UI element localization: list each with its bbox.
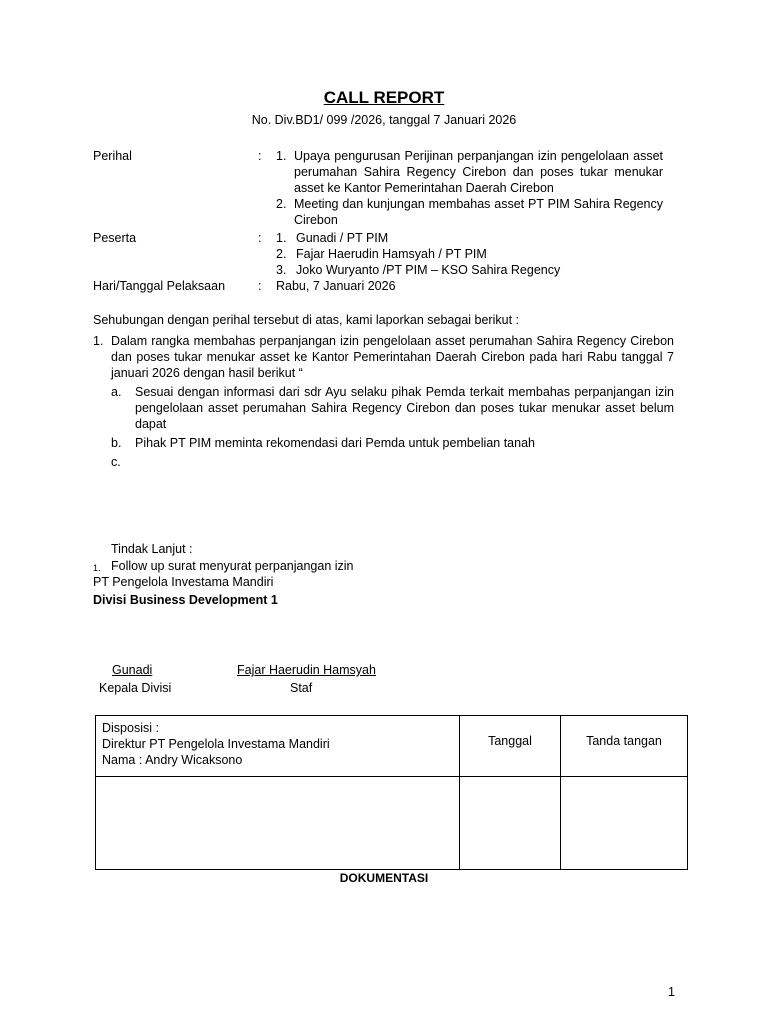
body-subitem-b bbox=[93, 435, 674, 451]
tanda-tangan-header: Tanda tangan bbox=[561, 716, 688, 777]
perihal-item-2-text: Meeting dan kunjungan membahas asset PT PIM Sahira Regency Cirebon bbox=[294, 197, 663, 227]
disposition-body-row bbox=[96, 777, 688, 870]
peserta-item-3-num: 3. bbox=[276, 263, 287, 277]
peserta-item-1-num: 1. bbox=[276, 231, 287, 245]
peserta-item-2 bbox=[276, 246, 656, 262]
disposition-header-row bbox=[96, 716, 688, 777]
pelaksanaan-value: Rabu, 7 Januari 2026 bbox=[276, 279, 396, 293]
tindak-lanjut-heading: Tindak Lanjut : bbox=[111, 542, 193, 556]
perihal-item-2-num: 2. bbox=[276, 197, 287, 211]
body-subitem-b-num: b. bbox=[111, 436, 122, 450]
intro-paragraph: Sehubungan dengan perihal tersebut di atas, kami laporkan sebagai berikut : bbox=[93, 313, 519, 327]
body-subitem-a-text: Sesuai dengan informasi dari sdr Ayu selaku pihak Pemda terkait membahas perpanjangan izin pengelolaan asset perumahan Sahira Regency Cirebon dan poses tukar menukar asset belum dapat bbox=[135, 385, 674, 431]
perihal-list bbox=[276, 148, 663, 228]
company-name: PT Pengelola Investama Mandiri bbox=[93, 575, 274, 589]
perihal-item-1-num: 1. bbox=[276, 149, 287, 163]
perihal-item-1 bbox=[276, 148, 663, 196]
perihal-item-1-text: Upaya pengurusan Perijinan perpanjangan izin pengelolaan asset perumahan Sahira Regency Cirebon dan poses tukar menukar asset ke Kantor Pemerintahan Daerah Cirebon bbox=[294, 149, 663, 195]
signature-name-2: Fajar Haerudin Hamsyah bbox=[237, 663, 376, 677]
body-subitem-c bbox=[93, 454, 674, 470]
disposition-name: Nama : Andry Wicaksono bbox=[102, 753, 243, 767]
tindak-lanjut-text: Follow up surat menyurat perpanjangan izin bbox=[111, 559, 354, 573]
disposition-label: Disposisi : bbox=[102, 721, 159, 735]
body-item-1 bbox=[93, 333, 674, 381]
disposition-date-cell[interactable] bbox=[460, 777, 561, 870]
peserta-item-1 bbox=[276, 230, 656, 246]
page-number: 1 bbox=[668, 985, 675, 999]
pelaksanaan-label: Hari/Tanggal Pelaksaan bbox=[93, 279, 226, 293]
signature-name-1: Gunadi bbox=[112, 663, 153, 677]
disposition-info-cell bbox=[96, 716, 460, 777]
disposition-table bbox=[95, 715, 688, 870]
peserta-list bbox=[276, 230, 656, 278]
document-number: No. Div.BD1/ 099 /2026, tanggal 7 Januari 2026 bbox=[251, 113, 517, 127]
body-item-1-num: 1. bbox=[93, 334, 104, 348]
dokumentasi-heading: DOKUMENTASI bbox=[339, 871, 429, 885]
tindak-lanjut-num: 1. bbox=[93, 563, 101, 573]
pelaksanaan-colon: : bbox=[258, 279, 262, 293]
signature-role-1: Kepala Divisi bbox=[99, 681, 172, 695]
body-subitem-b-text: Pihak PT PIM meminta rekomendasi dari Pemda untuk pembelian tanah bbox=[135, 436, 535, 450]
peserta-item-1-text: Gunadi / PT PIM bbox=[296, 231, 389, 245]
disposition-director: Direktur PT Pengelola Investama Mandiri bbox=[102, 737, 330, 751]
body-item-1-text: Dalam rangka membahas perpanjangan izin pengelolaan asset perumahan Sahira Regency Cirebon dan poses tukar menukar asset ke Kantor Pemerintahan Daerah Cirebon pada hari Rabu tanggal 7 januari 2026 dengan hasil berikut “ bbox=[111, 334, 674, 380]
disposition-note-cell[interactable] bbox=[96, 777, 460, 870]
perihal-item-2 bbox=[276, 196, 663, 228]
report-body bbox=[93, 333, 674, 470]
peserta-item-3 bbox=[276, 262, 656, 278]
peserta-colon: : bbox=[258, 231, 262, 245]
body-subitem-a bbox=[93, 384, 674, 432]
tanggal-header: Tanggal bbox=[460, 716, 561, 777]
signature-role-2: Staf bbox=[290, 681, 313, 695]
disposition-signature-cell[interactable] bbox=[561, 777, 688, 870]
peserta-label: Peserta bbox=[93, 231, 137, 245]
perihal-colon: : bbox=[258, 149, 262, 163]
peserta-item-2-text: Fajar Haerudin Hamsyah / PT PIM bbox=[296, 247, 487, 261]
peserta-item-2-num: 2. bbox=[276, 247, 287, 261]
body-subitem-c-num: c. bbox=[111, 455, 121, 469]
peserta-item-3-text: Joko Wuryanto /PT PIM – KSO Sahira Regency bbox=[296, 263, 561, 277]
body-subitem-a-num: a. bbox=[111, 385, 122, 399]
document-title: CALL REPORT bbox=[323, 88, 445, 107]
perihal-label: Perihal bbox=[93, 149, 132, 163]
division-name: Divisi Business Development 1 bbox=[93, 593, 278, 607]
